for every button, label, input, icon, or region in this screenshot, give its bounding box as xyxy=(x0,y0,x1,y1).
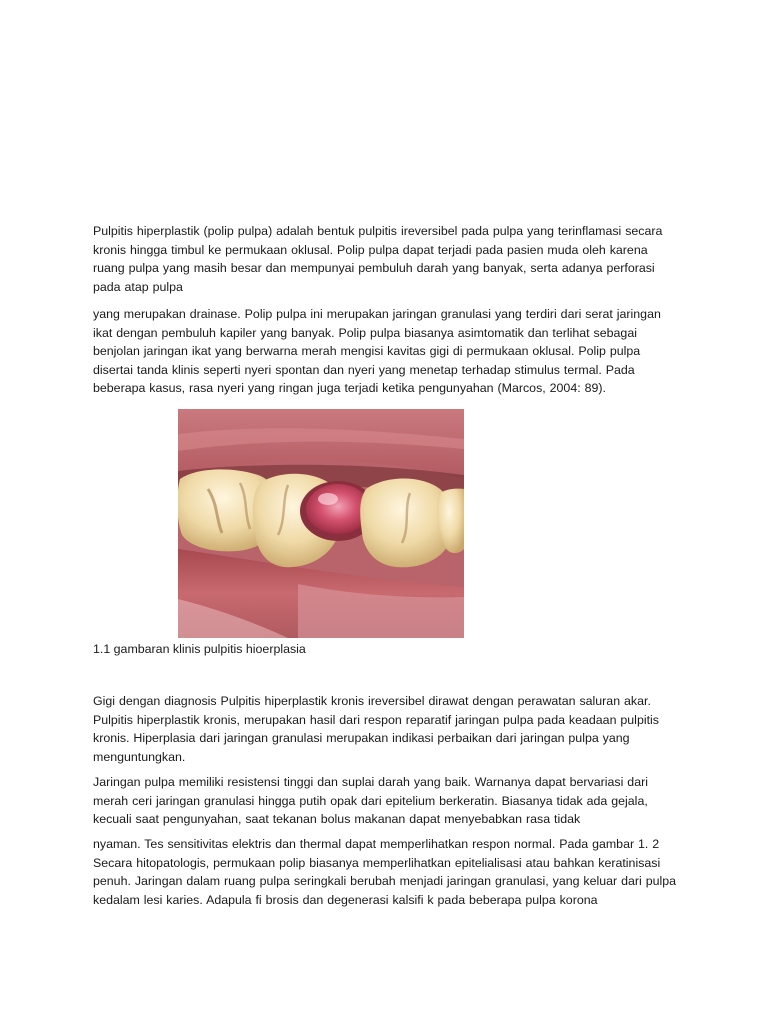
paragraph-intro: Pulpitis hiperplastik (polip pulpa) adalah bentuk pulpitis ireversibel pada pulpa yang terinflamasi secara kronis hingga timbul ke permukaan oklusal. Polip pulpa dapat terjadi pada pasien muda oleh karena ruang pulpa yang masih besar dan mempunyai pembuluh darah yang banyak, serta adanya perforasi pada atap pulpa xyxy=(93,224,663,294)
figure-caption: 1.1 gambaran klinis pulpitis hioerplasia xyxy=(93,642,306,656)
paragraph-treatment: Gigi dengan diagnosis Pulpitis hiperplastik kronis ireversibel dirawat dengan perawatan saluran akar. Pulpitis hiperplastik kronis, merupakan hasil dari respon reparatif jaringan pulpa pada keadaan pulpitis kronis. Hiperplasia dari jaringan granulasi merupakan indikasi perbaikan dari jaringan pulpa yang menguntungkan. xyxy=(93,694,659,764)
clinical-photo xyxy=(178,409,464,638)
paragraph-resistance: Jaringan pulpa memiliki resistensi tinggi dan suplai darah yang baik. Warnanya dapat bervariasi dari merah ceri jaringan granulasi hingga putih opak dari epitelium berkeratin. Biasanya tidak ada gejala, kecuali saat pengunyahan, saat tekanan bolus makanan dapat menyebabkan rasa tidak xyxy=(93,775,648,827)
clinical-photo-illustration xyxy=(178,409,464,638)
paragraph-drainage: yang merupakan drainase. Polip pulpa ini merupakan jaringan granulasi yang terdiri dari serat jaringan ikat dengan pembuluh kapiler yang banyak. Polip pulpa biasanya asimtomatik dan terlihat sebagai benjolan jaringan ikat yang berwarna merah mengisi kavitas gigi di permukaan oklusal. Polip pulpa disertai tanda klinis seperti nyeri spontan dan nyeri yang menetap terhadap stimulus termal. Pada beberapa kasus, rasa nyeri yang ringan juga terjadi ketika pengunyahan (Marcos, 2004: 89). xyxy=(93,307,661,396)
paragraph-histopathology: nyaman. Tes sensitivitas elektris dan thermal dapat memperlihatkan respon normal. Pada gambar 1. 2 Secara hitopatologis, permukaan polip biasanya memperlihatkan epitelialisasi atau bahkan keratinisasi penuh. Jaringan dalam ruang pulpa seringkali berubah menjadi jaringan granulasi, yang keluar dari pulpa kedalam lesi karies. Adapula fi brosis dan degenerasi kalsifi k pada beberapa pulpa korona xyxy=(93,837,677,907)
